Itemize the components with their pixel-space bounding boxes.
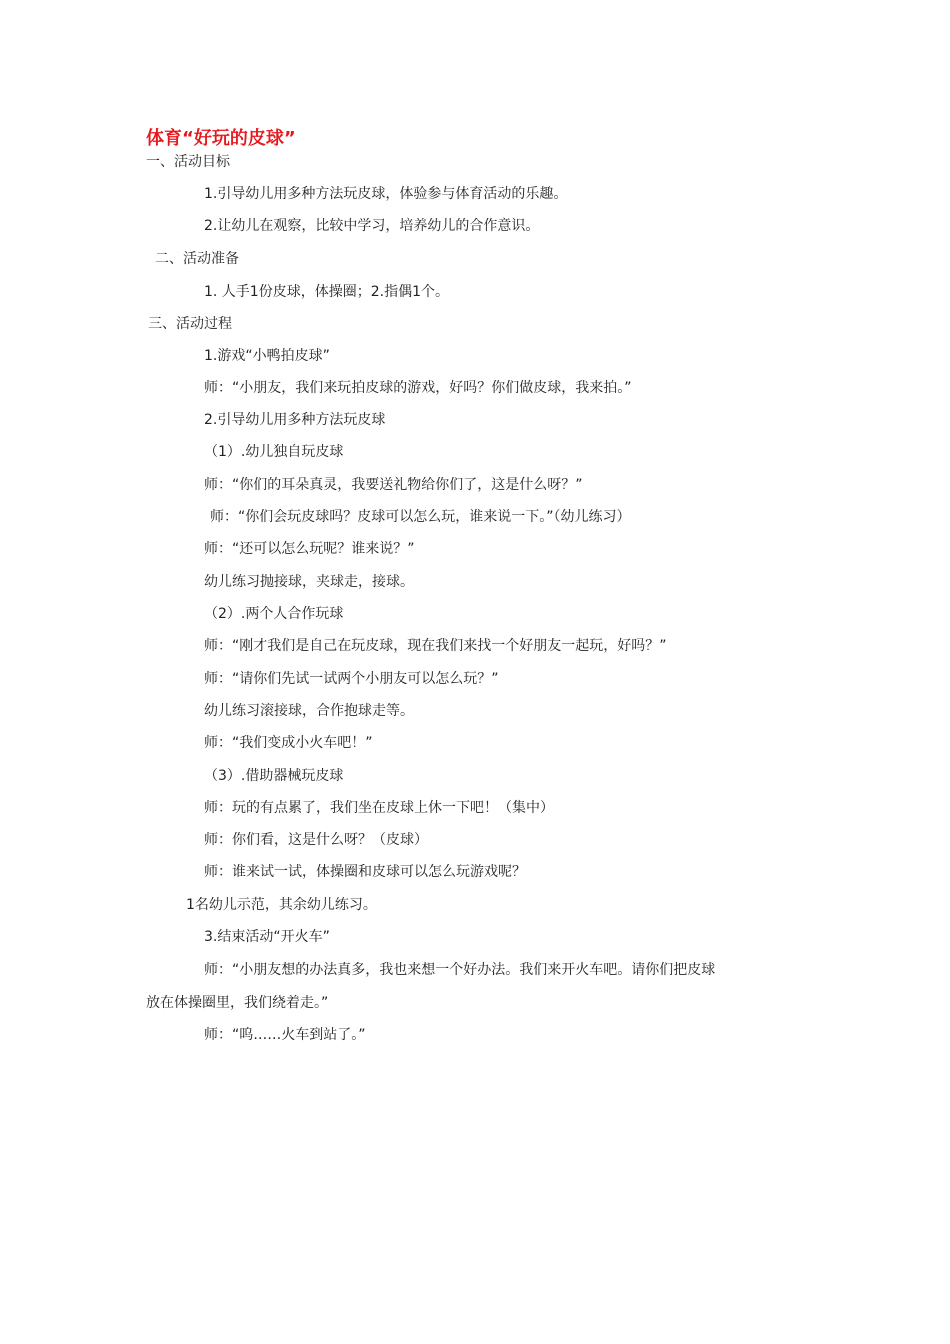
process-line: 师：“还可以怎么玩呢？谁来说？” [204,541,415,557]
process-line: 放在体操圈里，我们绕着走。” [146,995,329,1011]
process-line: 2.引导幼儿用多种方法玩皮球 [204,412,386,428]
process-line: 3.结束活动“开火车” [204,929,330,945]
process-line: 师：“小朋友，我们来玩拍皮球的游戏，好吗？你们做皮球，我来拍。” [204,380,632,396]
process-line: 幼儿练习抛接球，夹球走，接球。 [204,574,414,590]
process-line: 师：你们看，这是什么呀？（皮球） [204,832,428,848]
process-line: 师：“刚才我们是自己在玩皮球，现在我们来找一个好朋友一起玩，好吗？” [204,638,667,654]
process-line: 师：“小朋友想的办法真多，我也来想一个好办法。我们来开火车吧。请你们把皮球 [204,962,716,978]
section-heading-process: 三、活动过程 [148,316,232,332]
process-line: （2）.两个人合作玩球 [204,606,344,622]
preparation-item: 1. 人手1份皮球，体操圈；2.指偶1个。 [204,284,449,300]
process-line: 幼儿练习滚接球，合作抱球走等。 [204,703,414,719]
goal-item-1: 1.引导幼儿用多种方法玩皮球，体验参与体育活动的乐趣。 [204,186,568,202]
process-line: （1）.幼儿独自玩皮球 [204,444,344,460]
process-line: 师：“呜……火车到站了。” [204,1027,366,1043]
process-line: 师：“你们的耳朵真灵，我要送礼物给你们了，这是什么呀？” [204,477,583,493]
process-line: 1.游戏“小鸭拍皮球” [204,348,330,364]
document-title: 体育“好玩的皮球” [146,128,296,149]
process-line: 师：“我们变成小火车吧！” [204,735,373,751]
process-line: （3）.借助器械玩皮球 [204,768,344,784]
process-line: 师：“请你们先试一试两个小朋友可以怎么玩？” [204,671,499,687]
process-line: 师：“你们会玩皮球吗？皮球可以怎么玩，谁来说一下。”（幼儿练习） [210,509,631,525]
process-line: 师：谁来试一试，体操圈和皮球可以怎么玩游戏呢？ [204,864,526,880]
process-line: 师：玩的有点累了，我们坐在皮球上休一下吧！（集中） [204,800,554,816]
goal-item-2: 2.让幼儿在观察，比较中学习，培养幼儿的合作意识。 [204,218,540,234]
section-heading-goals: 一、活动目标 [146,154,230,170]
section-heading-preparation: 二、活动准备 [155,251,239,267]
process-line: 1名幼儿示范，其余幼儿练习。 [186,897,377,913]
